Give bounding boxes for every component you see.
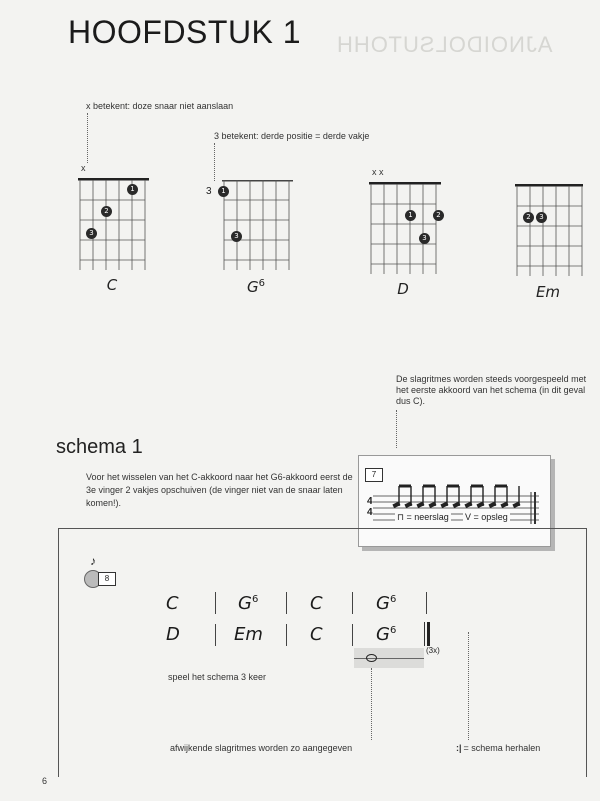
finger-dot-d-3: 3: [419, 233, 430, 244]
time-signature: [367, 496, 373, 518]
chord-diagram-g6: [222, 180, 293, 270]
finger-dot-c-2: 2: [101, 206, 112, 217]
repeat-sign-icon: :|: [456, 743, 462, 753]
chord-name-em: Em: [535, 283, 561, 301]
grid-chord-r1-2: $G^6$: [238, 593, 259, 614]
repeat-count: (3x): [426, 646, 440, 655]
cd-track-7-icon: 7: [365, 468, 383, 482]
time-sig-bottom: 4: [367, 507, 373, 518]
rhythm-note: De slagritmes worden steeds voorgespeeld met het eerste akkoord van het schema (in dit geval dus C).: [396, 374, 587, 406]
chord-name-d: D: [397, 280, 409, 298]
bar-line: [215, 624, 216, 646]
alt-rhythm-staff: [354, 648, 424, 668]
chord-diagram-em: [515, 184, 583, 276]
finger-dot-em-3: 3: [536, 212, 547, 223]
page-title: HOOFDSTUK 1: [68, 14, 302, 50]
position-mark-g6: 3: [206, 186, 212, 197]
x-meaning-note: x betekent: doze snaar niet aanslaan: [86, 101, 234, 111]
chord-diagram-c: [78, 178, 149, 270]
staff-line: [354, 658, 424, 659]
bar-line: [426, 592, 427, 614]
finger-dot-g6-3: 3: [231, 231, 242, 242]
schema-frame: [58, 528, 587, 777]
grid-chord-r2-2: Em: [234, 624, 263, 645]
leader-line: [87, 113, 89, 163]
repeat-end-bar: [424, 622, 430, 646]
time-sig-top: 4: [367, 496, 373, 507]
whole-note-icon: [366, 654, 377, 662]
grid-chord-r2-4: $G^6$: [376, 624, 397, 645]
leader-line: [468, 632, 470, 740]
bleed-through-text: AJNOIDOLSUTOHH: [336, 32, 553, 57]
grid-chord-r1-1: C: [166, 593, 179, 614]
finger-dot-d-1: 1: [405, 210, 416, 221]
schema-title: schema 1: [56, 436, 143, 458]
mute-mark-c: x: [81, 163, 86, 173]
chord-diagram-d: [369, 182, 441, 274]
finger-dot-em-2: 2: [523, 212, 534, 223]
music-note-icon: ♪: [90, 554, 96, 568]
finger-dot-g6-1: 1: [218, 186, 229, 197]
page-number: 6: [42, 776, 48, 786]
bar-line: [352, 592, 353, 614]
track-number-box: 8: [98, 572, 116, 586]
position-meaning-note: 3 betekent: derde positie = derde vakje: [214, 131, 370, 141]
schema-description: Voor het wisselen van het C-akkoord naar het G6-akkoord eerst de 3e vinger 2 vakjes opschuiven (de vinger niet van de snaar laten komen!).: [86, 472, 353, 508]
bar-line: [352, 624, 353, 646]
finger-dot-c-3: 3: [86, 228, 97, 239]
alt-rhythms-note: afwijkende slagritmes worden zo aangegeven: [170, 743, 353, 753]
chord-diagrams: [0, 160, 600, 280]
chord-name-g6: $G^6$: [247, 278, 265, 296]
finger-dot-c-1: 1: [127, 184, 138, 195]
mute-marks-d: x x: [372, 167, 384, 177]
repeat-legend: :| = schema herhalen: [456, 743, 541, 753]
grid-chord-r1-3: C: [310, 593, 323, 614]
chord-name-c: C: [106, 276, 118, 294]
grid-chord-r2-3: C: [310, 624, 323, 645]
bar-line: [286, 592, 287, 614]
upstroke-legend: V = opsleg: [465, 512, 508, 522]
bar-line: [286, 624, 287, 646]
play-instruction: speel het schema 3 keer: [168, 672, 267, 682]
bar-line: [215, 592, 216, 614]
finger-dot-d-2: 2: [433, 210, 444, 221]
leader-line: [371, 668, 373, 740]
leader-line: [396, 410, 398, 448]
downstroke-legend: ⊓ = neerslag: [397, 512, 449, 522]
grid-chord-r2-1: D: [166, 624, 180, 645]
grid-chord-r1-4: $G^6$: [376, 593, 397, 614]
